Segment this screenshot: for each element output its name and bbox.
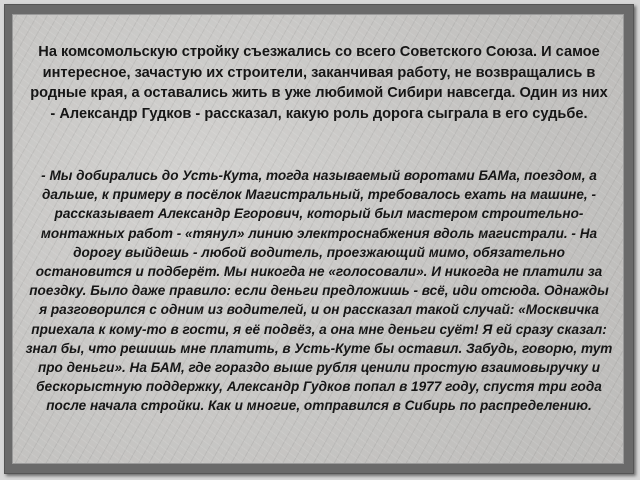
intro-paragraph: На комсомольскую стройку съезжались со всего Советского Союза. И самое интересное, зачастую их строители, заканчивая работу, не возвращались в родные края, а оставались жить в уже любимой Сибири навсегда. Один из них - Александр Гудков - рассказал, какую роль дорога сыграла в его судьбе. [30, 44, 608, 122]
text-card [12, 14, 624, 464]
quote-paragraph: - Мы добирались до Усть-Кута, тогда называемый воротами БАМа, поездом, а дальше, к примеру в посёлок Магистральный, требовалось ехать на машине, - рассказывает Александр Егорович, который был мастером строительно-монтажных работ - «тянул» линию электроснабжения вдоль магистрали. - На дорогу выйдешь - любой водитель, проезжающий мимо, обязательно остановится и подберёт. Мы никогда не «голосовали». И никогда не платили за поездку. Было даже правило: если деньги предложишь - всё, иди отсюда. Однажды я разговорился с одним из водителей, и он рассказал такой случай: «Москвичка приехала к кому-то в гости, я её подвёз, а она мне деньги суёт! Я ей сразу сказал: знал бы, что решишь мне платить, в Усть-Куте бы оставил. Забудь, говорю, тут про деньги». На БАМ, где гораздо выше рубля ценили простую взаимовыручку и бескорыстную поддержку, Александр Гудков попал в 1977 году, спустя три года после начала стройки. Как и многие, отправился в Сибирь по распределению. [25, 168, 613, 414]
image-frame [4, 4, 634, 474]
